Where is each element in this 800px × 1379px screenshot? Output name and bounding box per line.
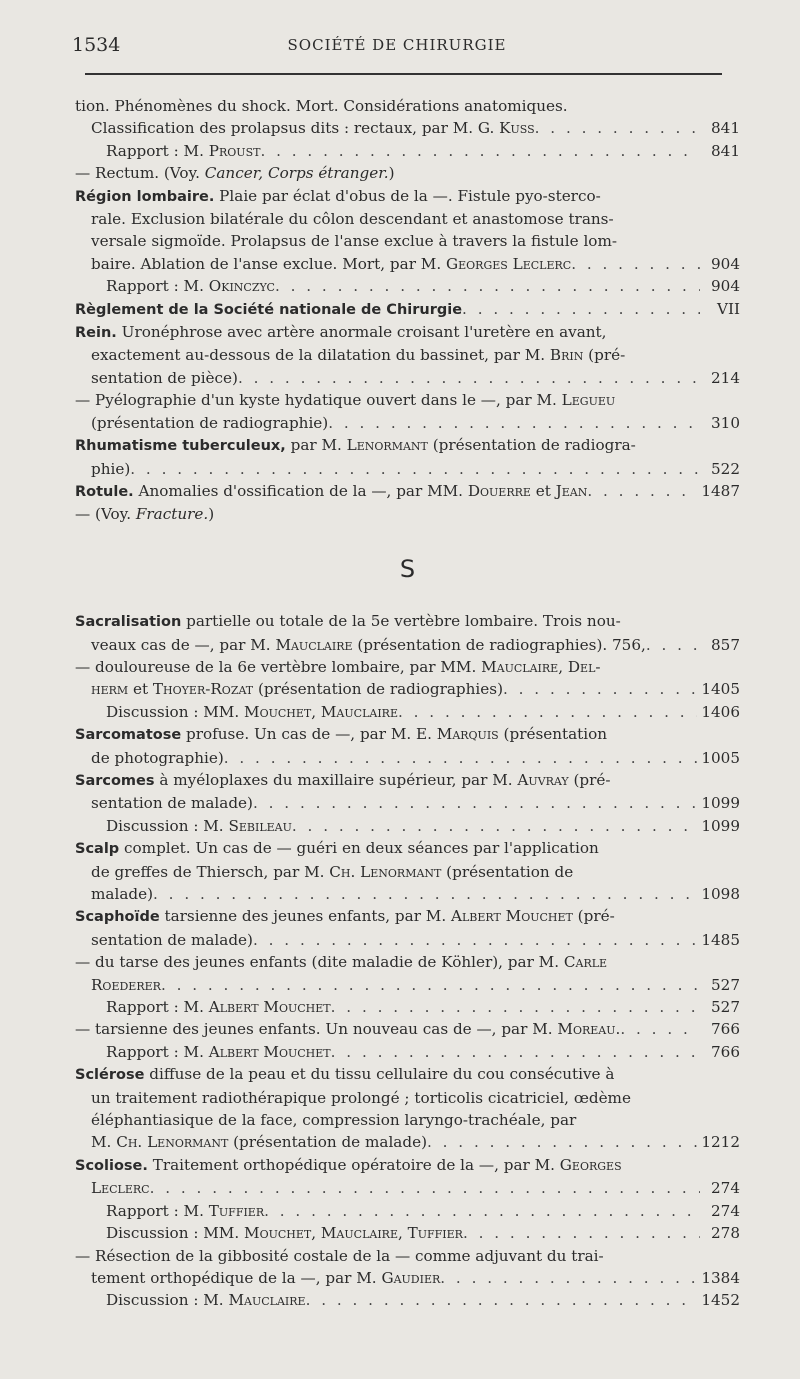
- entry-text: [75, 1018, 620, 1040]
- index-entry: [75, 769, 740, 815]
- dot-leader: [646, 634, 700, 656]
- entry-line-with-page: [75, 1200, 740, 1222]
- entry-line-with-page: [75, 701, 740, 723]
- entry-segment: (présentation de radiographies): [253, 680, 503, 699]
- dot-leader: [440, 1267, 697, 1289]
- dot-leader: [398, 701, 697, 723]
- dot-leader: [462, 298, 700, 320]
- page-reference: 1485: [701, 930, 740, 949]
- entry-segment: ): [208, 505, 215, 524]
- index-entry: [75, 815, 740, 837]
- entry-text: [106, 1200, 264, 1222]
- entry-line: [75, 861, 740, 883]
- dot-leader: [328, 412, 700, 434]
- entry-keyword: Rein.: [75, 325, 117, 342]
- entry-segment: ): [388, 164, 395, 183]
- entry-line: [75, 656, 740, 678]
- dot-leader: [620, 1018, 700, 1040]
- author-name: Mauclaire, Del-: [481, 657, 601, 676]
- page-reference: 1405: [701, 680, 740, 699]
- dot-leader: [253, 792, 697, 814]
- dot-leader: [150, 1177, 700, 1199]
- entry-segment: — tarsienne des jeunes enfants. Un nouveau cas de —, par M.: [75, 1020, 558, 1039]
- entry-line: [75, 208, 740, 230]
- entry-keyword: Sacralisation: [75, 614, 182, 631]
- page-reference: 766: [711, 1020, 740, 1039]
- entry-line-with-page: [75, 1289, 740, 1311]
- entry-segment: (présentation de malade): [228, 1133, 427, 1152]
- index-entry: [75, 140, 740, 162]
- page-reference: 1452: [701, 1291, 740, 1310]
- page-reference: 841: [711, 119, 740, 138]
- entry-keyword: Scalp: [75, 841, 120, 858]
- index-entry: [75, 610, 740, 656]
- index-entry: [75, 503, 740, 525]
- entry-segment: (présentation de: [441, 862, 574, 881]
- entry-line-with-page: [75, 996, 740, 1018]
- entry-segment: complet. Un cas de — guéri en deux séances par l'application: [119, 839, 599, 858]
- entry-text: [106, 1041, 331, 1063]
- index-entry: [75, 434, 740, 480]
- entry-segment: phie): [91, 459, 131, 478]
- page-reference: 1099: [701, 794, 740, 813]
- entry-segment: de greffes de Thiersch, par M.: [91, 862, 330, 881]
- author-name: herm: [91, 680, 129, 699]
- author-name: Okinczyc: [208, 277, 275, 296]
- entry-segment: — Résection de la gibbosité costale de la — comme adjuvant du trai-: [75, 1246, 604, 1265]
- entry-segment: rale. Exclusion bilatérale du côlon descendant et anastomose trans-: [91, 210, 614, 229]
- entry-segment: tement orthopédique de la —, par M.: [91, 1268, 382, 1287]
- dot-leader: [260, 140, 700, 162]
- entry-line-with-page: [75, 458, 740, 480]
- dot-leader: [503, 678, 697, 700]
- entry-segment: (présentation de radiographies). 756,: [352, 635, 646, 654]
- author-name: Leclerc: [91, 1179, 150, 1198]
- entry-text: [106, 996, 331, 1018]
- page-reference: 1384: [701, 1268, 740, 1287]
- index-entry: [75, 298, 740, 321]
- entry-segment: (pré-: [583, 346, 626, 365]
- entry-keyword: Scaphoïde: [75, 909, 160, 926]
- page-reference: 1098: [701, 885, 740, 903]
- entry-line-with-page: [75, 1041, 740, 1063]
- entry-line: [75, 905, 740, 928]
- index-entry: [75, 701, 740, 723]
- entry-segment: sentation de malade): [91, 794, 253, 813]
- author-name: Jean: [555, 481, 588, 500]
- dot-leader: [161, 974, 700, 996]
- entry-keyword: Rotule.: [75, 483, 134, 500]
- index-entry: [75, 1018, 740, 1040]
- page-reference: 904: [711, 277, 740, 296]
- author-name: Sebileau: [228, 816, 292, 835]
- entry-segment: — du tarse des jeunes enfants (dite maladie de Köhler), par M.: [75, 953, 564, 972]
- index-entry: [75, 837, 740, 905]
- author-name: Proust: [208, 141, 261, 160]
- cross-reference: Fracture.: [135, 505, 209, 524]
- entry-text: [91, 747, 224, 769]
- author-name: Georges Leclerc: [446, 254, 572, 273]
- index-entry: [75, 951, 740, 996]
- entry-segment: exactement au-dessous de la dilatation du bassinet, par M.: [91, 346, 550, 365]
- entry-segment: sentation de malade): [91, 930, 253, 949]
- index-entry: [75, 905, 740, 951]
- index-entry: [75, 1245, 740, 1290]
- page-reference: 278: [711, 1224, 740, 1243]
- entry-text: [91, 929, 253, 951]
- entry-line-with-page: [75, 747, 740, 769]
- author-name: Albert Mouchet: [451, 907, 573, 926]
- author-name: Lenormant: [346, 436, 428, 455]
- author-name: Georges: [559, 1155, 622, 1174]
- author-name: Gaudier: [381, 1268, 441, 1287]
- dot-leader: [264, 1200, 700, 1222]
- entry-line-with-page: [75, 367, 740, 389]
- index-entry: [75, 1289, 740, 1311]
- index-entry: [75, 723, 740, 769]
- entry-segment: tion. Phénomènes du shock. Mort. Considérations anatomiques.: [75, 97, 568, 115]
- entry-text: [91, 1267, 440, 1289]
- author-name: Legueu: [561, 391, 616, 410]
- entry-text: [91, 678, 503, 700]
- entry-line: [75, 1109, 740, 1131]
- entry-segment: un traitement radiothérapique prolongé ; torticolis cicatriciel, œdème: [91, 1088, 631, 1107]
- entry-line-with-page: [75, 1131, 740, 1153]
- author-name: Thoyer-Rozat: [152, 680, 254, 699]
- entry-line-with-page: [75, 253, 740, 275]
- entry-segment: Rapport : M.: [106, 998, 209, 1017]
- index-entry: [75, 162, 740, 184]
- entry-segment: versale sigmoïde. Prolapsus de l'anse exclue à travers la fistule lom-: [91, 232, 617, 251]
- entry-keyword: Région lombaire.: [75, 188, 215, 205]
- entry-line-with-page: [75, 974, 740, 996]
- page-header: [72, 34, 722, 58]
- entry-line: [75, 610, 740, 633]
- dot-leader: [427, 1131, 697, 1153]
- entry-text: [106, 1289, 306, 1311]
- dot-leader: [253, 929, 697, 951]
- page-reference: 1005: [701, 748, 740, 767]
- entry-segment: Discussion : MM.: [106, 702, 245, 721]
- entry-text: [91, 117, 535, 139]
- page-reference: 766: [711, 1042, 740, 1061]
- index-entry: [75, 1041, 740, 1063]
- entry-keyword: Sclérose: [75, 1067, 145, 1084]
- index-entry: [75, 185, 740, 276]
- entry-text: [106, 815, 292, 837]
- entry-line-with-page: [75, 1222, 740, 1244]
- entry-line-with-page: [75, 298, 740, 321]
- page-reference: 1212: [701, 1133, 740, 1152]
- running-title: SOCIÉTÉ DE CHIRURGIE: [287, 36, 507, 54]
- entry-line-with-page: [75, 792, 740, 814]
- section-letter: S: [399, 554, 416, 583]
- entry-segment: profuse. Un cas de —, par M. E.: [181, 725, 437, 744]
- page-reference: 841: [711, 141, 740, 160]
- dot-leader: [331, 1041, 700, 1063]
- entry-line: [75, 389, 740, 411]
- index-entry: [75, 1154, 740, 1200]
- entry-text: [91, 253, 571, 275]
- entry-segment: Discussion : MM.: [106, 1224, 245, 1243]
- index-entry: [75, 656, 740, 701]
- page-reference: VII: [717, 299, 740, 318]
- entry-line: [75, 503, 740, 525]
- page-reference: 527: [711, 998, 740, 1017]
- entry-segment: et: [530, 481, 556, 500]
- entry-text: [91, 974, 161, 996]
- entry-keyword: Scoliose.: [75, 1157, 148, 1174]
- index-entries-s: [75, 610, 740, 1312]
- entry-text: [91, 1131, 427, 1153]
- entry-line-with-page: [75, 1018, 740, 1040]
- entry-keyword: Règlement de la Société nationale de Chirurgie: [75, 301, 463, 318]
- dot-leader: [130, 458, 700, 480]
- entry-segment: (pré-: [572, 907, 615, 926]
- author-name: Douerre: [467, 481, 531, 500]
- author-name: Roederer: [91, 975, 161, 994]
- page-reference: 904: [711, 254, 740, 273]
- entry-text: [106, 275, 275, 297]
- index-entry: [75, 389, 740, 434]
- page-reference: 310: [711, 413, 740, 432]
- entry-segment: Rapport : M.: [106, 1042, 209, 1061]
- entry-segment: Rapport : M.: [106, 277, 209, 296]
- dot-leader: [571, 253, 700, 275]
- page-reference: 857: [711, 635, 740, 654]
- entry-segment: .: [615, 1020, 621, 1039]
- entry-line-with-page: [75, 1177, 740, 1199]
- entry-segment: par M.: [285, 436, 347, 455]
- author-name: Mauclaire: [275, 635, 353, 654]
- author-name: Ch. Lenormant: [116, 1133, 229, 1152]
- entry-segment: (présentation: [498, 725, 608, 744]
- page-reference: 1406: [701, 702, 740, 721]
- author-name: Kuss: [499, 119, 535, 138]
- entry-line-with-page: [75, 929, 740, 951]
- page-reference: 274: [711, 1201, 740, 1220]
- entry-line: [75, 434, 740, 457]
- entry-segment: — Pyélographie d'un kyste hydatique ouvert dans le —, par M.: [75, 391, 562, 410]
- entry-line: [75, 185, 740, 208]
- author-name: Marquis: [436, 725, 499, 744]
- page-reference: 1099: [701, 816, 740, 835]
- author-name: Ch. Lenormant: [329, 862, 442, 881]
- entry-line: [75, 321, 740, 344]
- entry-segment: (présentation de radiographie): [91, 413, 329, 432]
- entry-line: [75, 723, 740, 746]
- entry-line-with-page: [75, 883, 740, 905]
- entry-text: [91, 367, 238, 389]
- entry-line-with-page: [75, 117, 740, 139]
- entry-segment: (présentation de radiogra-: [427, 436, 636, 455]
- dot-leader: [292, 815, 697, 837]
- index-entry: [75, 321, 740, 389]
- author-name: Tuffier: [208, 1201, 265, 1220]
- page-reference: 522: [711, 459, 740, 478]
- entry-line: [75, 162, 740, 184]
- dot-leader: [224, 747, 698, 769]
- author-name: Carle: [563, 953, 608, 972]
- index-entry: [75, 996, 740, 1018]
- entry-line-with-page: [75, 140, 740, 162]
- entry-segment: baire. Ablation de l'anse exclue. Mort, par M.: [91, 254, 446, 273]
- entry-line-with-page: [75, 815, 740, 837]
- entry-line-with-page: [75, 634, 740, 656]
- entry-text: [91, 1177, 150, 1199]
- author-name: Auvray: [517, 770, 569, 789]
- entry-segment: éléphantiasique de la face, compression laryngo-trachéale, par: [91, 1111, 577, 1130]
- author-name: Mouchet, Mauclaire: [244, 702, 398, 721]
- entry-text: [91, 883, 153, 905]
- dot-leader: [331, 996, 700, 1018]
- entry-line-with-page: [75, 480, 740, 503]
- page-reference: 1487: [701, 481, 740, 500]
- author-name: Mouchet, Mauclaire, Tuffier: [244, 1224, 463, 1243]
- entry-text: [106, 1222, 463, 1244]
- entry-segment: diffuse de la peau et du tissu cellulaire du cou consécutive à: [144, 1065, 615, 1084]
- entry-line: [75, 1245, 740, 1267]
- entry-keyword: Sarcomatose: [75, 727, 182, 744]
- entry-text: [91, 634, 646, 656]
- dot-leader: [306, 1289, 698, 1311]
- entry-segment: sentation de pièce): [91, 368, 238, 387]
- entry-text: [91, 792, 253, 814]
- entry-line: [75, 1154, 740, 1177]
- entry-text: [75, 298, 462, 321]
- index-entry: [75, 95, 740, 140]
- entry-line: [75, 230, 740, 252]
- entry-line: [75, 769, 740, 792]
- entry-segment: à myéloplaxes du maxillaire supérieur, par M.: [154, 770, 518, 789]
- entry-segment: — douloureuse de la 6e vertèbre lombaire, par MM.: [75, 657, 482, 676]
- entry-segment: — (Voy.: [75, 505, 136, 524]
- author-name: Albert Mouchet: [208, 1042, 331, 1061]
- page-reference: 214: [711, 368, 740, 387]
- entry-segment: Anomalies d'ossification de la —, par MM.: [133, 481, 468, 500]
- entry-segment: M.: [91, 1133, 117, 1152]
- entry-segment: Discussion : M.: [106, 1291, 229, 1310]
- entry-text: [75, 480, 587, 503]
- index-entry: [75, 1200, 740, 1222]
- entry-line: [75, 344, 740, 366]
- index-content: [75, 95, 740, 1312]
- entry-segment: (pré-: [568, 770, 611, 789]
- entry-line-with-page: [75, 678, 740, 700]
- entry-keyword: Sarcomes: [75, 772, 155, 789]
- entry-segment: Plaie par éclat d'obus de la —. Fistule pyo-sterco-: [214, 186, 601, 205]
- header-rule: [85, 73, 722, 75]
- entry-line-with-page: [75, 1267, 740, 1289]
- entry-segment: Discussion : M.: [106, 816, 229, 835]
- entry-text: [91, 458, 130, 480]
- entry-line: [75, 837, 740, 860]
- index-entries-r: [75, 95, 740, 526]
- dot-leader: [587, 480, 697, 502]
- entry-segment: Classification des prolapsus dits : rectaux, par M. G.: [91, 119, 500, 138]
- entry-text: [106, 701, 398, 723]
- entry-line: [75, 951, 740, 973]
- entry-segment: veaux cas de —, par M.: [91, 635, 276, 654]
- index-entry: [75, 1063, 740, 1154]
- entry-segment: malade): [91, 885, 154, 903]
- entry-line-with-page: [75, 412, 740, 434]
- dot-leader: [535, 117, 700, 139]
- entry-text: [106, 140, 260, 162]
- dot-leader: [238, 367, 700, 389]
- entry-line: [75, 1063, 740, 1086]
- entry-line: [75, 95, 740, 117]
- entry-segment: — Rectum. (Voy.: [75, 164, 205, 183]
- page-reference: 274: [711, 1179, 740, 1198]
- dot-leader: [153, 883, 697, 905]
- author-name: Mauclaire: [228, 1291, 306, 1310]
- entry-keyword: Rhumatisme tuberculeux,: [75, 438, 286, 455]
- entry-segment: tarsienne des jeunes enfants, par M.: [159, 907, 451, 926]
- index-entry: [75, 1222, 740, 1244]
- index-entry: [75, 480, 740, 503]
- entry-segment: de photographie): [91, 748, 224, 767]
- index-entry: [75, 275, 740, 297]
- page-number: 1534: [72, 34, 121, 56]
- entry-segment: Rapport : M.: [106, 141, 209, 160]
- cross-reference: Cancer, Corps étranger.: [204, 164, 389, 183]
- dot-leader: [275, 275, 700, 297]
- author-name: Albert Mouchet: [208, 998, 331, 1017]
- entry-line-with-page: [75, 275, 740, 297]
- page-reference: 527: [711, 975, 740, 994]
- entry-text: [91, 412, 328, 434]
- author-name: Brin: [549, 346, 584, 365]
- entry-segment: partielle ou totale de la 5e vertèbre lombaire. Trois nou-: [181, 612, 621, 631]
- dot-leader: [463, 1222, 700, 1244]
- entry-segment: Rapport : M.: [106, 1201, 209, 1220]
- entry-segment: Traitement orthopédique opératoire de la —, par M.: [147, 1155, 560, 1174]
- entry-line: [75, 1087, 740, 1109]
- author-name: Moreau: [557, 1020, 616, 1039]
- entry-segment: Uronéphrose avec artère anormale croisant l'uretère en avant,: [116, 323, 607, 342]
- entry-segment: et: [128, 680, 153, 699]
